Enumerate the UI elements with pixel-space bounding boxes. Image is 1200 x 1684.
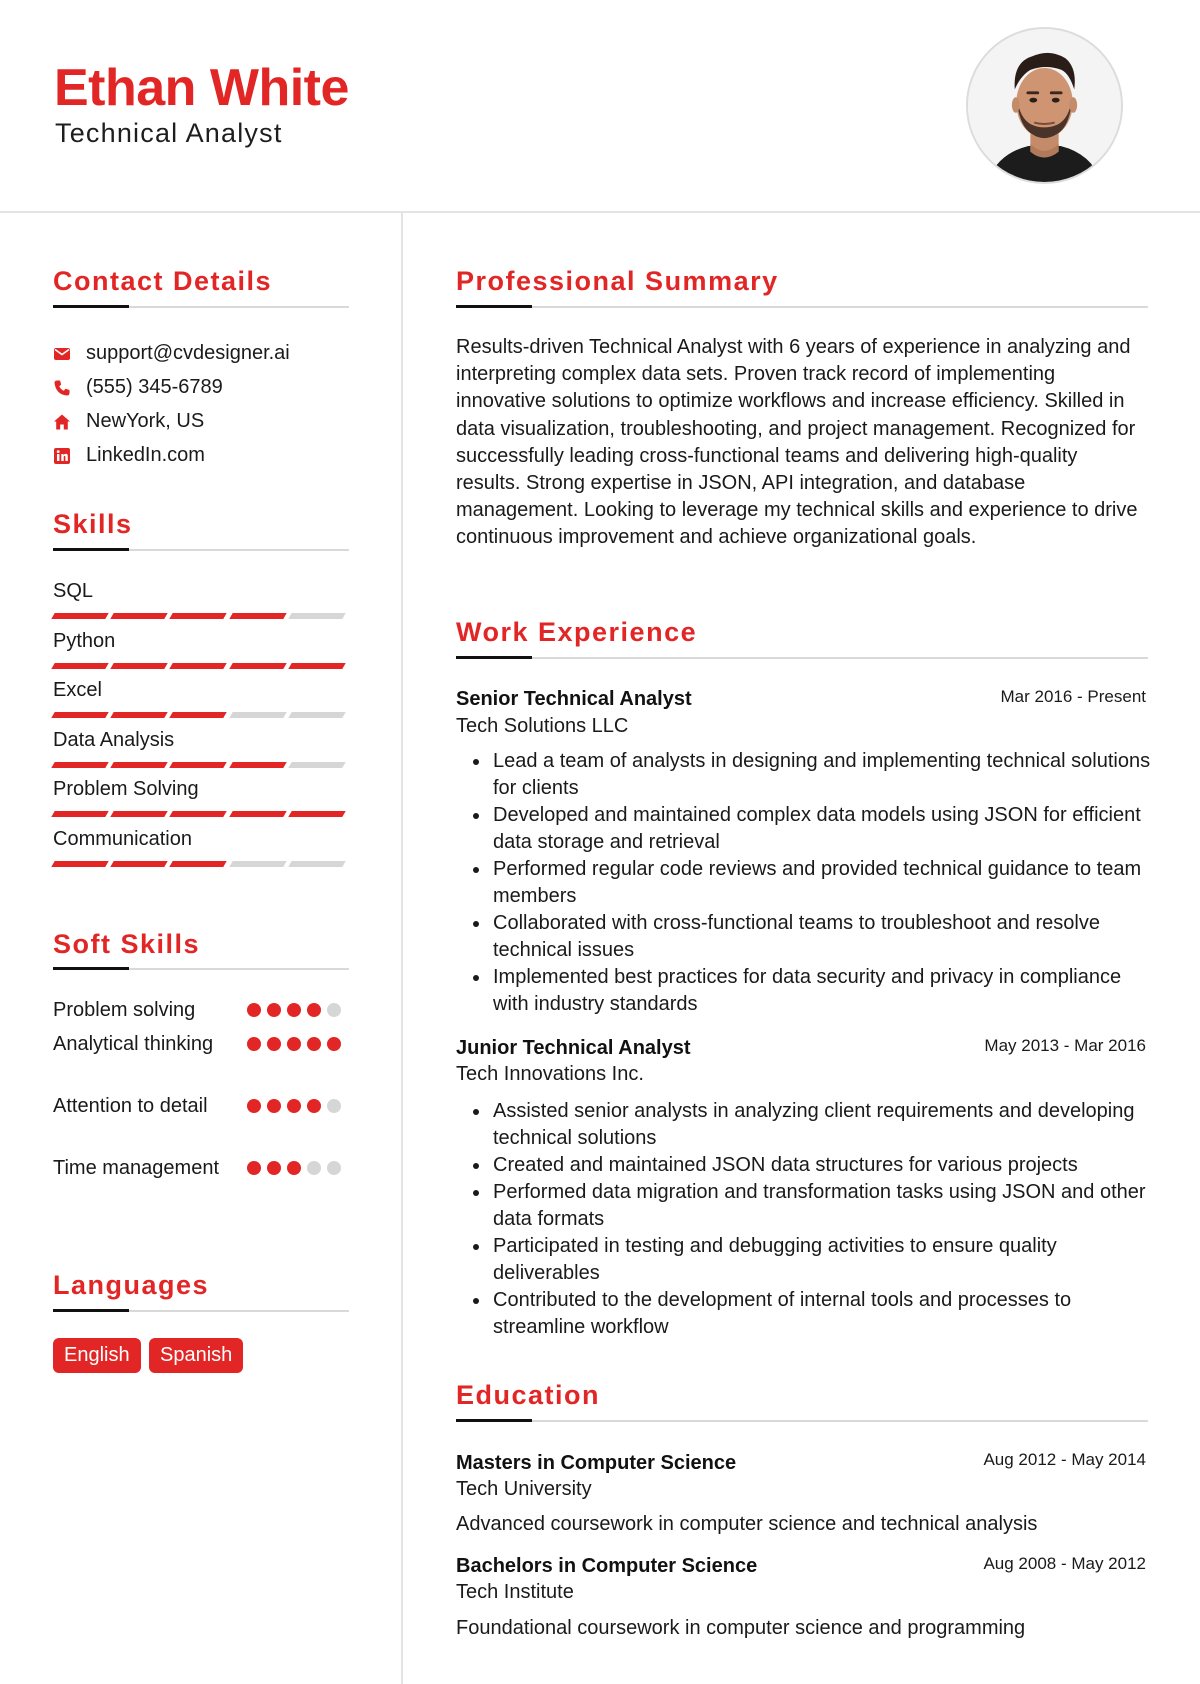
skill-label: Problem Solving xyxy=(53,778,199,800)
job-bullet: Performed regular code reviews and provided technical guidance to team members xyxy=(456,856,1156,910)
skill-level-segment xyxy=(110,613,168,619)
rating-dot xyxy=(327,1161,341,1175)
skill-level-bar xyxy=(53,712,349,718)
skills-heading-rule xyxy=(53,549,349,551)
skill-level-segment xyxy=(288,712,346,718)
school-name: Tech University xyxy=(456,1478,592,1500)
candidate-name: Ethan White xyxy=(54,59,349,117)
rating-dot xyxy=(247,1037,261,1051)
language-chip-spanish: Spanish xyxy=(149,1338,243,1373)
job-bullet: Participated in testing and debugging activities to ensure quality deliverables xyxy=(456,1233,1156,1287)
skill-level-segment xyxy=(288,811,346,817)
profile-photo xyxy=(966,27,1123,184)
skill-level-segment xyxy=(170,712,228,718)
rating-dot xyxy=(327,1099,341,1113)
soft-skills-heading-rule xyxy=(53,968,349,970)
skill-level-segment xyxy=(110,861,168,867)
portrait-image xyxy=(968,29,1121,182)
rating-dot xyxy=(287,1099,301,1113)
skill-level-segment xyxy=(288,613,346,619)
experience-heading: Work Experience xyxy=(456,617,698,647)
rating-dot xyxy=(307,1161,321,1175)
skill-level-segment xyxy=(229,613,287,619)
contact-location xyxy=(53,410,204,433)
soft-skills-heading: Soft Skills xyxy=(53,929,201,959)
rating-dot xyxy=(307,1037,321,1051)
rating-dot xyxy=(287,1037,301,1051)
rating-dot xyxy=(247,1003,261,1017)
job-bullet-list xyxy=(456,1098,1156,1341)
education-heading-rule xyxy=(456,1420,1148,1422)
skill-label: Excel xyxy=(53,679,102,701)
rating-dot xyxy=(267,1037,281,1051)
skill-level-bar xyxy=(53,811,349,817)
resume-header xyxy=(0,0,1200,213)
home-icon xyxy=(53,413,71,431)
soft-skill-rating xyxy=(247,1037,347,1051)
contact-phone[interactable] xyxy=(53,376,223,399)
candidate-title: Technical Analyst xyxy=(55,118,283,148)
skill-level-segment xyxy=(170,762,228,768)
job-dates: Mar 2016 - Present xyxy=(1000,687,1146,706)
rating-dot xyxy=(247,1161,261,1175)
job-bullet: Performed data migration and transformation tasks using JSON and other data formats xyxy=(456,1179,1156,1233)
job-title: Junior Technical Analyst xyxy=(456,1037,691,1059)
skill-label: Communication xyxy=(53,828,192,850)
contact-heading-rule xyxy=(53,306,349,308)
skill-level-segment xyxy=(170,811,228,817)
skill-level-segment xyxy=(51,663,109,669)
skill-level-segment xyxy=(288,861,346,867)
skill-level-segment xyxy=(170,613,228,619)
job-company: Tech Solutions LLC xyxy=(456,715,629,737)
degree-title: Masters in Computer Science xyxy=(456,1452,737,1474)
job-title: Senior Technical Analyst xyxy=(456,688,692,710)
school-name: Tech Institute xyxy=(456,1581,574,1603)
education-heading: Education xyxy=(456,1380,601,1410)
soft-skill-label: Time management xyxy=(53,1157,219,1179)
skill-label: Python xyxy=(53,630,116,652)
skill-level-bar xyxy=(53,861,349,867)
degree-title: Bachelors in Computer Science xyxy=(456,1555,758,1577)
soft-skill-rating xyxy=(247,1003,347,1017)
rating-dot xyxy=(287,1003,301,1017)
rating-dot xyxy=(267,1099,281,1113)
contact-heading: Contact Details xyxy=(53,266,273,296)
contact-linkedin[interactable] xyxy=(53,444,205,467)
experience-heading-rule xyxy=(456,657,1148,659)
rating-dot xyxy=(287,1161,301,1175)
soft-skill-rating xyxy=(247,1099,347,1113)
skill-level-segment xyxy=(51,811,109,817)
summary-heading: Professional Summary xyxy=(456,266,779,296)
skill-level-segment xyxy=(229,811,287,817)
job-company: Tech Innovations Inc. xyxy=(456,1063,644,1085)
skill-level-segment xyxy=(110,712,168,718)
job-bullet: Developed and maintained complex data models using JSON for efficient data storage and retrieval xyxy=(456,802,1156,856)
job-bullet: Lead a team of analysts in designing and implementing technical solutions for clients xyxy=(456,748,1156,802)
skill-level-segment xyxy=(110,811,168,817)
summary-heading-rule xyxy=(456,306,1148,308)
skill-level-segment xyxy=(288,762,346,768)
skill-level-segment xyxy=(110,762,168,768)
skill-level-segment xyxy=(229,663,287,669)
skill-level-segment xyxy=(51,861,109,867)
languages-heading: Languages xyxy=(53,1270,210,1300)
column-divider xyxy=(401,213,403,1684)
job-bullet-list xyxy=(456,748,1156,1018)
soft-skill-rating xyxy=(247,1161,347,1175)
skill-level-bar xyxy=(53,663,349,669)
rating-dot xyxy=(307,1003,321,1017)
languages-heading-rule xyxy=(53,1310,349,1312)
skill-level-segment xyxy=(229,762,287,768)
skill-label: SQL xyxy=(53,580,94,602)
rating-dot xyxy=(307,1099,321,1113)
job-bullet: Assisted senior analysts in analyzing client requirements and developing technical solutions xyxy=(456,1098,1156,1152)
skill-level-segment xyxy=(229,861,287,867)
skills-heading: Skills xyxy=(53,509,133,539)
skill-level-segment xyxy=(51,712,109,718)
skill-level-segment xyxy=(51,613,109,619)
job-bullet: Collaborated with cross-functional teams to troubleshoot and resolve technical issues xyxy=(456,910,1156,964)
rating-dot xyxy=(267,1003,281,1017)
rating-dot xyxy=(267,1161,281,1175)
skill-label: Data Analysis xyxy=(53,729,175,751)
job-bullet: Contributed to the development of internal tools and processes to streamline workflow xyxy=(456,1287,1156,1341)
envelope-icon xyxy=(53,345,71,363)
job-dates: May 2013 - Mar 2016 xyxy=(984,1036,1146,1055)
degree-description: Advanced coursework in computer science and technical analysis xyxy=(456,1513,1038,1535)
job-bullet: Created and maintained JSON data structures for various projects xyxy=(456,1152,1156,1179)
job-bullet: Implemented best practices for data security and privacy in compliance with industry standards xyxy=(456,964,1156,1018)
language-chip-english: English xyxy=(53,1338,141,1373)
soft-skill-label: Attention to detail xyxy=(53,1095,208,1117)
contact-email[interactable] xyxy=(53,342,290,365)
contact-location-text: NewYork, US xyxy=(86,410,205,432)
linkedin-icon xyxy=(53,447,71,465)
summary-text: Results-driven Technical Analyst with 6 years of experience in analyzing and interpreting complex data sets. Proven track record of implementing innovative solutions to optimize workflows and increase efficiency. Skilled in data visualization, troubleshooting, and project management. Recognized for successfully leading cross-functional teams and delivering high-quality results. Strong expertise in JSON, API integration, and database management. Looking to leverage my technical skills and experience to drive continuous improvement and achieve organizational goals. xyxy=(456,336,1138,549)
skill-level-bar xyxy=(53,613,349,619)
skill-level-segment xyxy=(229,712,287,718)
skill-level-segment xyxy=(170,663,228,669)
soft-skill-label: Analytical thinking xyxy=(53,1033,214,1055)
skill-level-segment xyxy=(170,861,228,867)
rating-dot xyxy=(327,1003,341,1017)
contact-email-text: support@cvdesigner.ai xyxy=(86,342,290,364)
skill-level-segment xyxy=(110,663,168,669)
skill-level-segment xyxy=(288,663,346,669)
rating-dot xyxy=(327,1037,341,1051)
skill-level-segment xyxy=(51,762,109,768)
degree-description: Foundational coursework in computer science and programming xyxy=(456,1617,1026,1639)
skill-level-bar xyxy=(53,762,349,768)
degree-dates: Aug 2012 - May 2014 xyxy=(983,1450,1146,1469)
contact-phone-text: (555) 345-6789 xyxy=(86,376,223,398)
phone-icon xyxy=(53,379,71,397)
degree-dates: Aug 2008 - May 2012 xyxy=(983,1554,1146,1573)
soft-skill-label: Problem solving xyxy=(53,999,196,1021)
rating-dot xyxy=(247,1099,261,1113)
contact-linkedin-text: LinkedIn.com xyxy=(86,444,205,466)
